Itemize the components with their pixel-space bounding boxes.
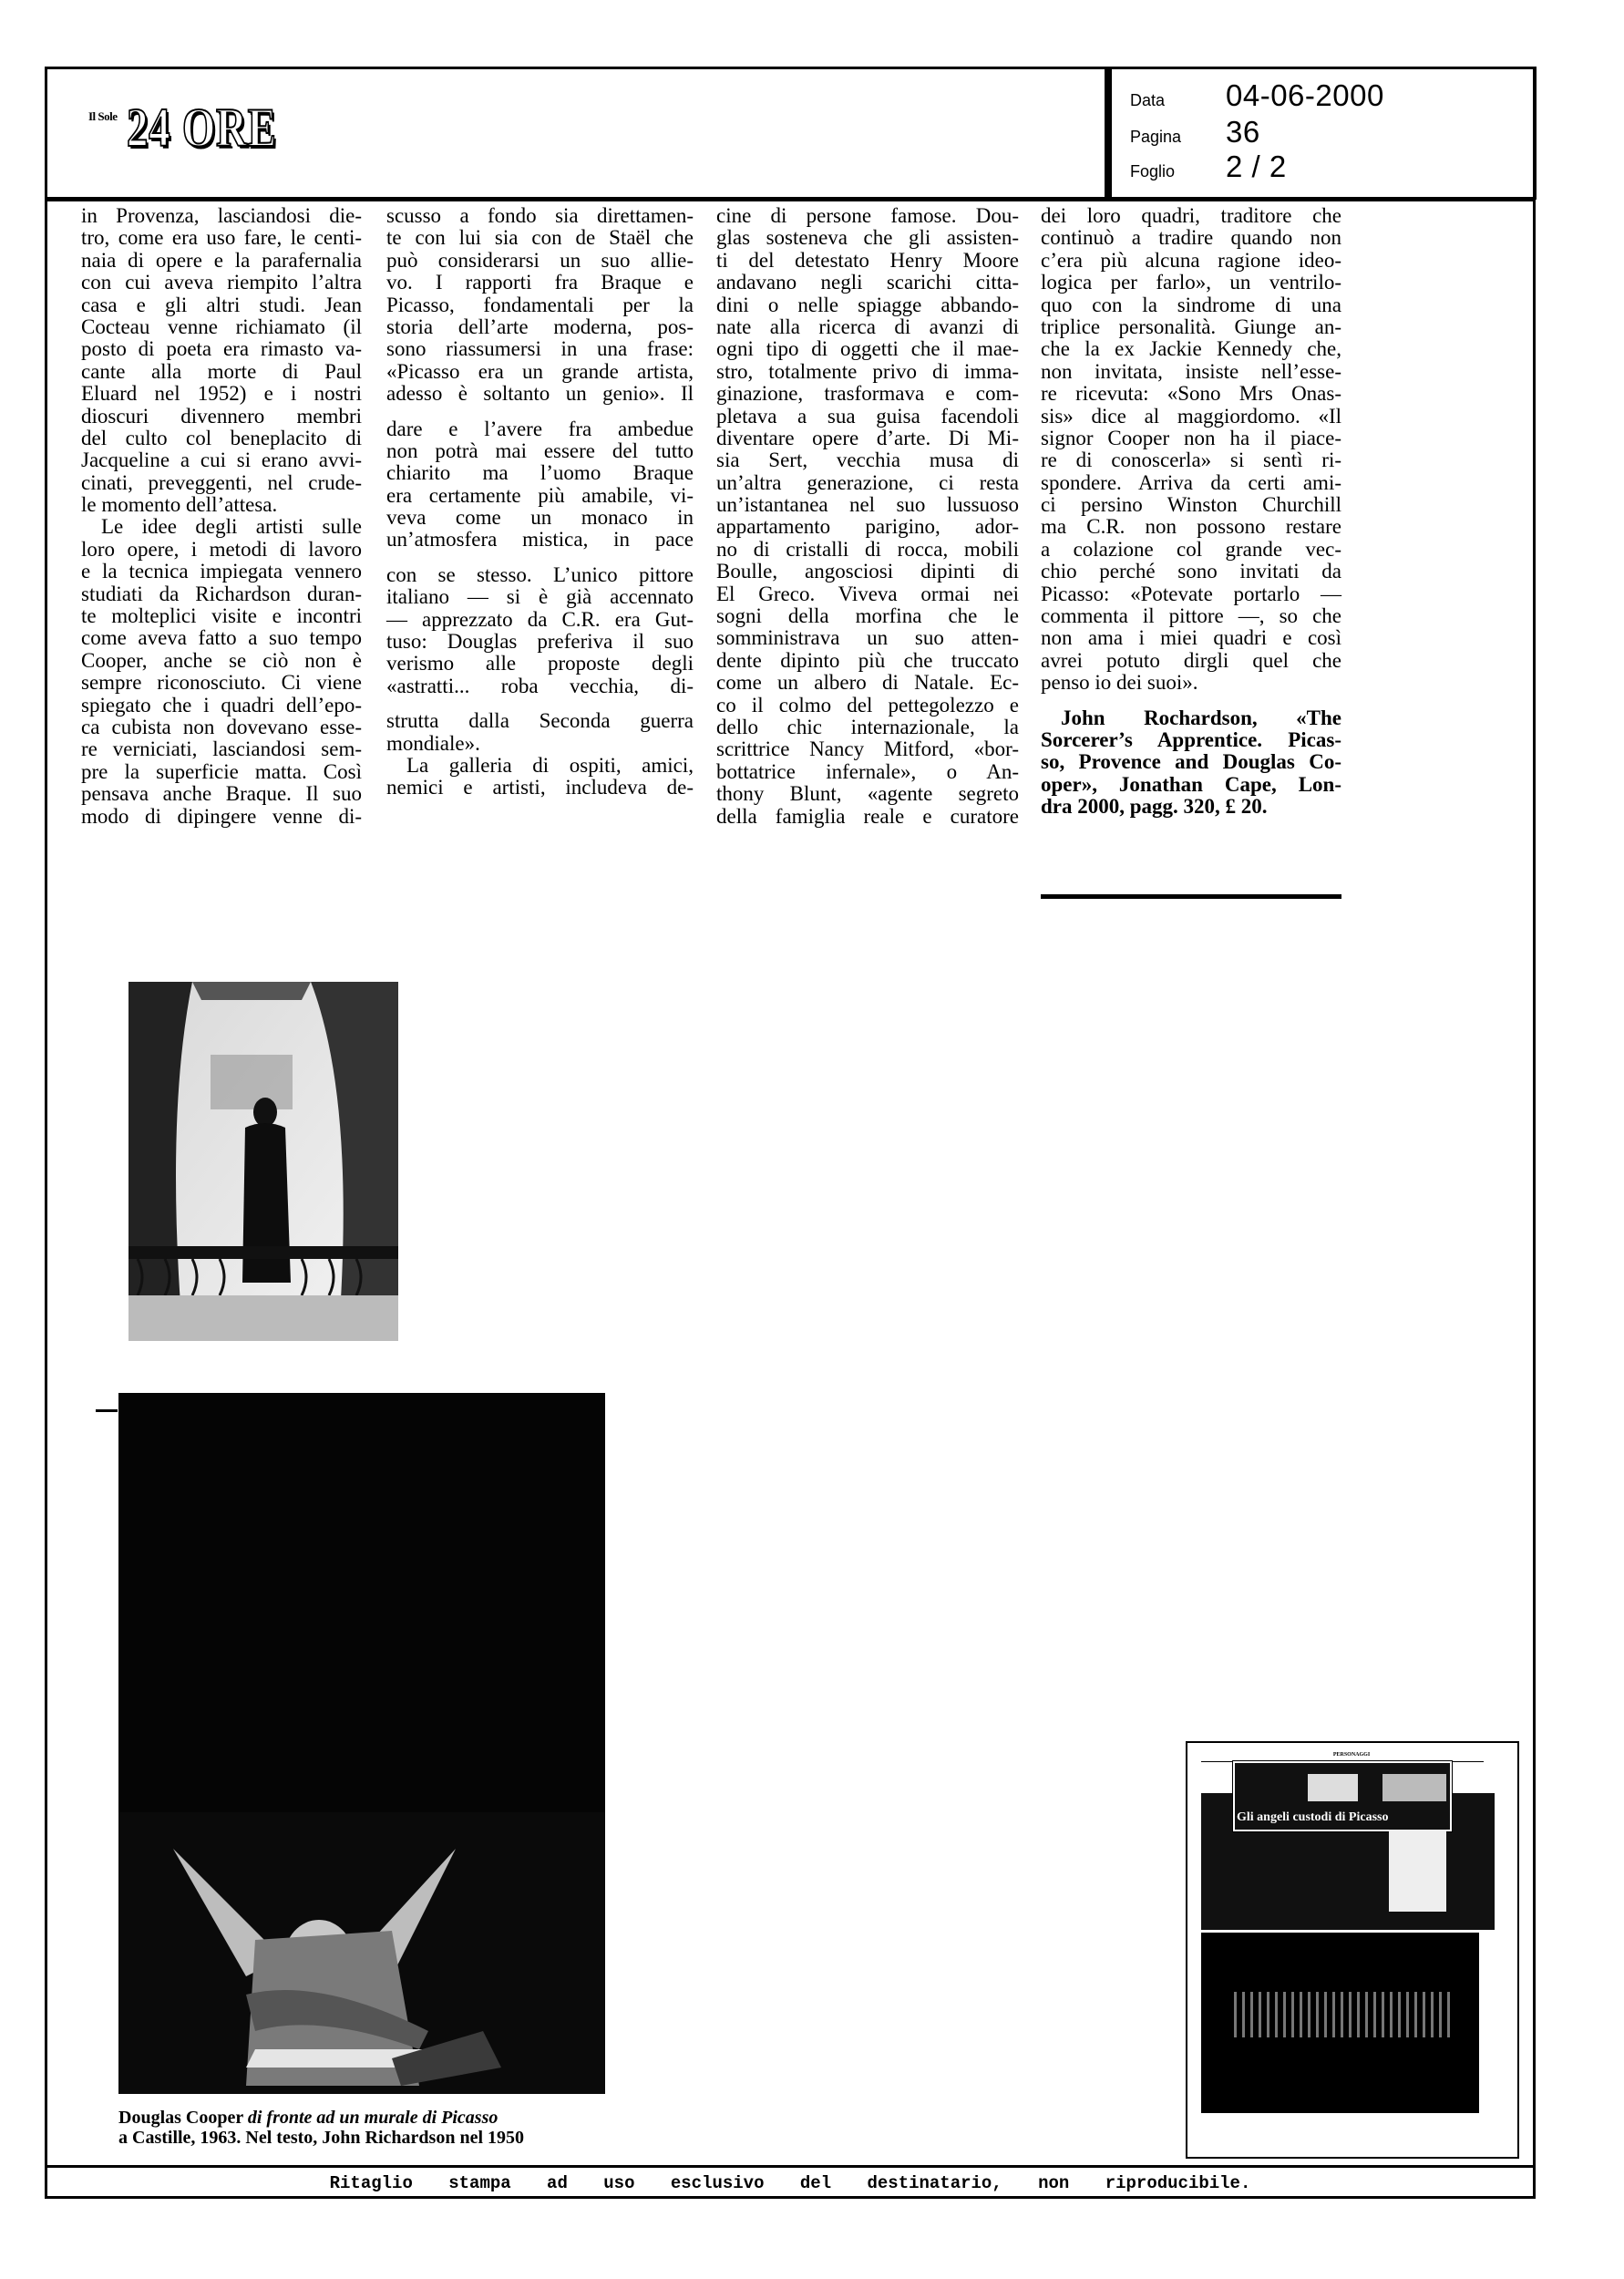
photo-douglas-cooper — [118, 1393, 605, 2094]
article-column-4 — [1041, 205, 1341, 819]
thumbnail-photo — [1389, 1830, 1446, 1912]
text-line: stro, totalmente privo di imma- — [716, 359, 1019, 383]
text-line: dini o nelle spiagge abbando- — [716, 293, 1019, 316]
text-line: dente dipinto più che truccato — [716, 648, 1019, 672]
text-line: andavano negli scarichi citta- — [716, 271, 1019, 294]
paragraph — [81, 205, 362, 516]
text-line: dra 2000, pagg. 320, £ 20. — [1041, 795, 1268, 819]
paragraph — [1041, 205, 1341, 695]
header-divider — [45, 199, 1536, 201]
footer-divider — [45, 2165, 1536, 2168]
text-line: non potrà mai essere del tutto — [386, 438, 694, 462]
text-line: so, Provence and Douglas Co- — [1041, 750, 1341, 774]
text-line: «Picasso era un grande artista, — [386, 359, 694, 383]
meta-value: 36 — [1226, 115, 1260, 149]
text-line: somministrava un suo atten- — [716, 626, 1019, 650]
text-line: del culto col beneplacito di — [81, 426, 362, 449]
text-line: posto di poeta era rimasto va- — [81, 337, 362, 361]
text-line: c’era più alcuna ragione ideo- — [1041, 248, 1341, 272]
caption-line-2: a Castille, 1963. Nel testo, John Richardson nel 1950 — [118, 2128, 524, 2148]
paragraph — [386, 564, 694, 697]
text-line: un’altra generazione, ci resta — [716, 470, 1019, 494]
text-line: Cooper, anche se ciò non è — [81, 648, 362, 672]
text-line: storia dell’arte moderna, pos- — [386, 315, 694, 338]
text-line: diventare opere d’arte. Di Mi- — [716, 426, 1019, 449]
text-line: spiegato che i quadri dell’epo- — [81, 693, 362, 717]
text-line: triplice personalità. Giunge an- — [1041, 315, 1341, 338]
paragraph — [386, 755, 694, 799]
text-line: Le idee degli artisti sulle — [101, 515, 362, 539]
text-line: tro, come era uso fare, le centi- — [81, 226, 362, 250]
text-line: vo. I rapporti fra Braque e — [386, 271, 694, 294]
text-line: signor Cooper non ha il piace- — [1041, 426, 1341, 449]
text-line: re di conoscerla» si sentì ri- — [1041, 449, 1341, 472]
text-line: nate alla ricerca di avanzi di — [716, 315, 1019, 338]
text-line: El Greco. Viveva ormai nei — [716, 582, 1019, 605]
text-line: ca cubista non dovevano esse- — [81, 715, 362, 738]
thumbnail-image-block — [1201, 1933, 1479, 2113]
text-line: ma C.R. non possono restare — [1041, 515, 1341, 539]
text-line: un’istantanea nel suo lussuoso — [716, 493, 1019, 517]
photo-john-richardson — [128, 982, 398, 1341]
text-line: può considerarsi un suo allie- — [386, 248, 694, 272]
text-line: spondere. Arriva da certi ami- — [1041, 470, 1341, 494]
text-line: penso io dei suoi». — [1041, 671, 1198, 695]
paragraph — [1041, 707, 1341, 819]
text-line: era certamente più amabile, vi- — [386, 483, 694, 507]
text-line: scusso a fondo sia direttamen- — [386, 204, 694, 227]
text-line: verismo alle proposte degli — [386, 652, 694, 675]
text-line: le momento dell’attesa. — [81, 493, 278, 517]
text-line: ginazione, trasformava e com- — [716, 382, 1019, 406]
text-line: che la ex Jackie Kennedy che, — [1041, 337, 1341, 361]
text-line: commenta il pittore —, so che — [1041, 604, 1341, 628]
text-line: pletava a sua guisa facendoli — [716, 404, 1019, 428]
text-line: studiati da Richardson duran- — [81, 582, 362, 605]
text-line: dei loro quadri, traditore che — [1041, 204, 1341, 227]
page-thumbnail[interactable] — [1186, 1741, 1519, 2159]
text-line: John Rochardson, «The — [1061, 706, 1341, 729]
text-line: logica per farlo», un ventrilo- — [1041, 271, 1341, 294]
paragraph — [386, 205, 694, 406]
thumbnail-header-box — [1233, 1761, 1452, 1831]
text-line: e la tecnica impiegata vennero — [81, 560, 362, 583]
text-line: pensava anche Braque. Il suo — [81, 782, 362, 806]
article-end-rule — [1041, 894, 1341, 899]
text-line: strutta dalla Seconda guerra — [386, 709, 694, 733]
text-line: appartamento parigino, ador- — [716, 515, 1019, 539]
text-line: ogni tipo di oggetti che il mae- — [716, 337, 1019, 361]
meta-label: Data — [1130, 91, 1166, 109]
text-line: «astratti... roba vecchia, di- — [386, 674, 694, 697]
text-line: loro opere, i metodi di lavoro — [81, 537, 362, 561]
text-line: un’atmosfera mistica, in pace — [386, 528, 694, 552]
meta-date — [1130, 78, 1384, 113]
text-line: sono riassumersi in una frase: — [386, 337, 694, 361]
thumbnail-section: PERSONAGGI — [1332, 1752, 1371, 1758]
caption-subject: Douglas Cooper — [118, 2108, 248, 2128]
text-line: in Provenza, lasciandosi die- — [81, 204, 362, 227]
text-line: della famiglia reale e curatore — [716, 804, 1019, 828]
text-line: come aveva fatto a suo tempo — [81, 626, 362, 650]
text-line: con cui aveva riempito l’altra — [81, 271, 362, 294]
text-line: sia Sert, vecchia musa di — [716, 449, 1019, 472]
text-line: La galleria di ospiti, amici, — [406, 753, 694, 777]
text-line: Picasso: «Potevate portarlo — — [1041, 582, 1341, 605]
text-line: tuso: Douglas preferiva il suo — [386, 630, 694, 654]
text-line: come un albero di Natale. Ec- — [716, 671, 1019, 695]
caption-text-italic: di fronte ad un murale di Picasso — [247, 2108, 499, 2128]
text-line: quo con la sindrome di una — [1041, 293, 1341, 316]
header-meta-box — [1108, 67, 1537, 200]
text-line: dare e l’avere fra ambedue — [386, 417, 694, 440]
text-line: avrei potuto dirgli quel che — [1041, 648, 1341, 672]
article-column-1 — [81, 205, 362, 828]
text-line: nemici e artisti, includeva de- — [386, 776, 694, 799]
text-line: ti del detestato Henry Moore — [716, 248, 1019, 272]
text-line: italiano — si è già accennato — [386, 585, 694, 609]
text-line: co il colmo del pettegolezzo e — [716, 693, 1019, 717]
text-line: re verniciati, lasciandosi sem- — [81, 737, 362, 761]
text-line: — apprezzato da C.R. era Gut- — [386, 607, 694, 631]
text-line: chiarito ma l’uomo Braque — [386, 461, 694, 485]
paragraph — [386, 710, 694, 755]
text-line: non ama i miei quadri e così — [1041, 626, 1341, 650]
text-line: sogni della morfina che le — [716, 604, 1019, 628]
article-column-3 — [716, 205, 1019, 828]
meta-value: 04-06-2000 — [1226, 78, 1384, 112]
text-line: veva come un monaco in — [386, 506, 694, 530]
text-line: Cocteau venne richiamato (il — [81, 315, 362, 338]
text-line: cine di persone famose. Dou- — [716, 204, 1019, 227]
text-line: re ricevuta: «Sono Mrs Onas- — [1041, 382, 1341, 406]
logo-big-text: 24 ORE — [127, 98, 277, 158]
text-line: te con lui sia con de Staël che — [386, 226, 694, 250]
text-line: chio perché sono invitati da — [1041, 560, 1341, 583]
text-line: scrittrice Nancy Mitford, «bor- — [716, 737, 1019, 761]
meta-value: 2 / 2 — [1226, 150, 1287, 183]
article-column-2 — [386, 205, 694, 799]
paragraph — [716, 205, 1019, 828]
text-line: cante alla morte di Paul — [81, 359, 362, 383]
text-line: Sorcerer’s Apprentice. Picas- — [1041, 727, 1341, 751]
text-line: a colazione col grande vec- — [1041, 537, 1341, 561]
text-line: glas sosteneva che gli assisten- — [716, 226, 1019, 250]
text-line: dioscuri divennero membri — [81, 404, 362, 428]
text-line: te molteplici visite e incontri — [81, 604, 362, 628]
text-line: no di cristalli di rocca, mobili — [716, 537, 1019, 561]
thumbnail-headline: Gli angeli custodi di Picasso — [1237, 1810, 1389, 1824]
text-line: bottatrice infernale», o An- — [716, 759, 1019, 783]
text-line: modo di dipingere venne di- — [81, 804, 362, 828]
text-line: casa e gli altri studi. Jean — [81, 293, 362, 316]
meta-label: Pagina — [1130, 128, 1182, 146]
paragraph — [386, 418, 694, 552]
text-line: cinati, preveggenti, nel crude- — [81, 470, 362, 494]
text-line: continuò a tradire quando non — [1041, 226, 1341, 250]
text-line: thony Blunt, «agente segreto — [716, 782, 1019, 806]
text-line: oper», Jonathan Cape, Lon- — [1041, 772, 1341, 796]
text-line: non invitata, insiste nell’esse- — [1041, 359, 1341, 383]
paragraph — [81, 516, 362, 827]
text-line: dello chic internazionale, la — [716, 715, 1019, 738]
text-line: con se stesso. L’unico pittore — [386, 562, 694, 586]
text-line: Picasso, fondamentali per la — [386, 293, 694, 316]
text-line: sempre riconosciuto. Ci viene — [81, 671, 362, 695]
footer-disclaimer: Ritaglio stampa ad uso esclusivo del destinatario, non riproducibile. — [329, 2173, 1251, 2193]
text-line: pre la superficie matta. Così — [81, 759, 362, 783]
meta-label: Foglio — [1130, 162, 1176, 180]
text-line: sis» dice al maggiordomo. «Il — [1041, 404, 1341, 428]
logo-small-text: Il Sole — [88, 109, 118, 123]
text-line: adesso è soltanto un genio». Il — [386, 382, 694, 406]
text-line: Boulle, angosciosi dipinti di — [716, 560, 1019, 583]
photo-marker-dash — [96, 1409, 118, 1412]
text-line: Jacqueline a cui si erano avvi- — [81, 449, 362, 472]
text-line: Eluard nel 1952) e i nostri — [81, 382, 362, 406]
text-line: ci persino Winston Churchill — [1041, 493, 1341, 517]
text-line: naia di opere e la parafernalia — [81, 248, 362, 272]
meta-sheet — [1130, 150, 1287, 184]
photo-caption — [118, 2108, 524, 2148]
text-line: mondiale». — [386, 731, 480, 755]
newspaper-logo — [88, 98, 307, 166]
meta-page — [1130, 115, 1260, 150]
